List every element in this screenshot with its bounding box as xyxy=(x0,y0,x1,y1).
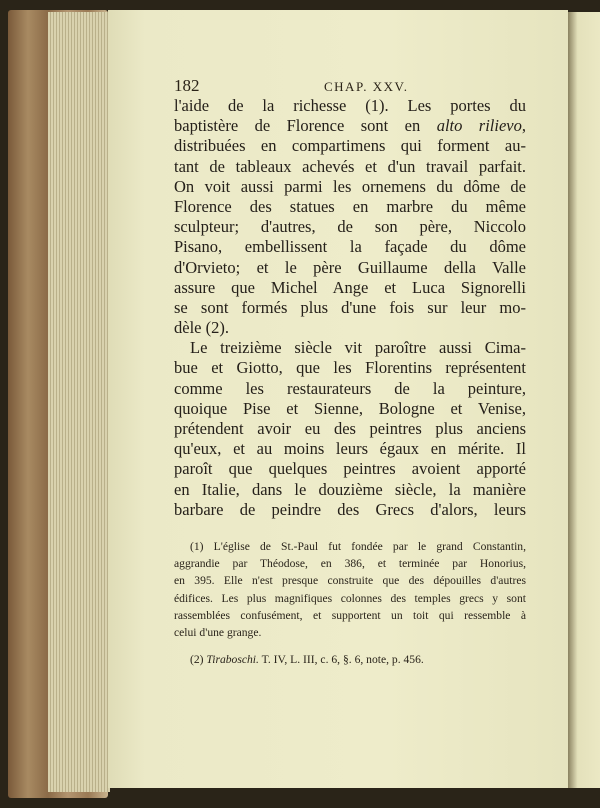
chapter-title: CHAP. XXV. xyxy=(324,79,409,94)
text-line: sculpteur; d'autres, de son père, Niccolo xyxy=(174,217,526,237)
facing-page-edge xyxy=(568,12,600,788)
text-line: paroît que quelques peintres avoient apporté xyxy=(174,459,526,479)
text-line: dèle (2). xyxy=(174,318,229,338)
footnote-line: édifices. Les plus magnifiques colonnes des temples grecs y sont xyxy=(174,591,526,605)
page-number: 182 xyxy=(174,76,200,95)
text-line: distribuées en compartimens qui forment au- xyxy=(174,136,526,156)
footnote-line: celui d'une grange. xyxy=(174,625,262,639)
text-line: d'Orvieto; et le père Guillaume della Valle xyxy=(174,257,526,277)
text-line: On voit aussi parmi les ornemens du dôme de xyxy=(174,176,526,196)
footnotes xyxy=(174,538,526,668)
text-line: Florence des statues en marbre du même xyxy=(174,196,526,216)
body-text xyxy=(174,96,526,520)
footnote-line: aggrandie par Théodose, en 386, et terminée par Honorius, xyxy=(174,557,526,571)
text-span: , xyxy=(521,116,526,136)
text-line: barbare de peindre des Grecs d'alors, leurs xyxy=(174,499,526,519)
running-header xyxy=(174,76,526,96)
text-line: tant de tableaux achevés et d'un travail parfait. xyxy=(174,156,526,176)
italic-text: alto rilievo xyxy=(436,116,522,136)
text-line: quoique Pise et Sienne, Bologne et Venise, xyxy=(174,398,526,418)
footnote-2 xyxy=(174,651,526,668)
text-line: assure que Michel Ange et Luca Signorelli xyxy=(174,277,526,297)
footnote-line: en 395. Elle n'est presque construite que des dépouilles d'autres xyxy=(174,574,526,588)
footnote-citation: T. IV, L. III, c. 6, §. 6, note, p. 456. xyxy=(258,653,424,667)
text-line xyxy=(174,116,526,136)
footnote-line: rassemblées confusément, et supportent un toit qui ressemble à xyxy=(174,608,526,622)
text-line: Pisano, embellissent la façade du dôme xyxy=(174,237,526,257)
text-line: bue et Giotto, que les Florentins représentent xyxy=(174,358,526,378)
page-edges xyxy=(48,12,110,792)
footnote-author: Tiraboschi. xyxy=(206,653,259,667)
text-line: prétendent avoir eu des peintres plus anciens xyxy=(174,419,526,438)
footnote-line: (1) L'église de St.-Paul fut fondée par le grand Constantin, xyxy=(190,540,526,553)
footnote-number: (2) xyxy=(190,653,207,667)
text-line: Le treizième siècle vit paroître aussi Cima- xyxy=(190,338,526,358)
text-line: se sont formés plus d'une fois sur leur mo- xyxy=(174,297,526,317)
text-line: comme les restaurateurs de la peinture, xyxy=(174,378,526,398)
text-span: baptistère de Florence sont en xyxy=(174,116,437,136)
text-line: en Italie, dans le douzième siècle, la manière xyxy=(174,479,526,499)
text-line: l'aide de la richesse (1). Les portes du xyxy=(174,96,526,115)
text-line: qu'eux, et au moins leurs égaux en mérite. Il xyxy=(174,439,526,459)
